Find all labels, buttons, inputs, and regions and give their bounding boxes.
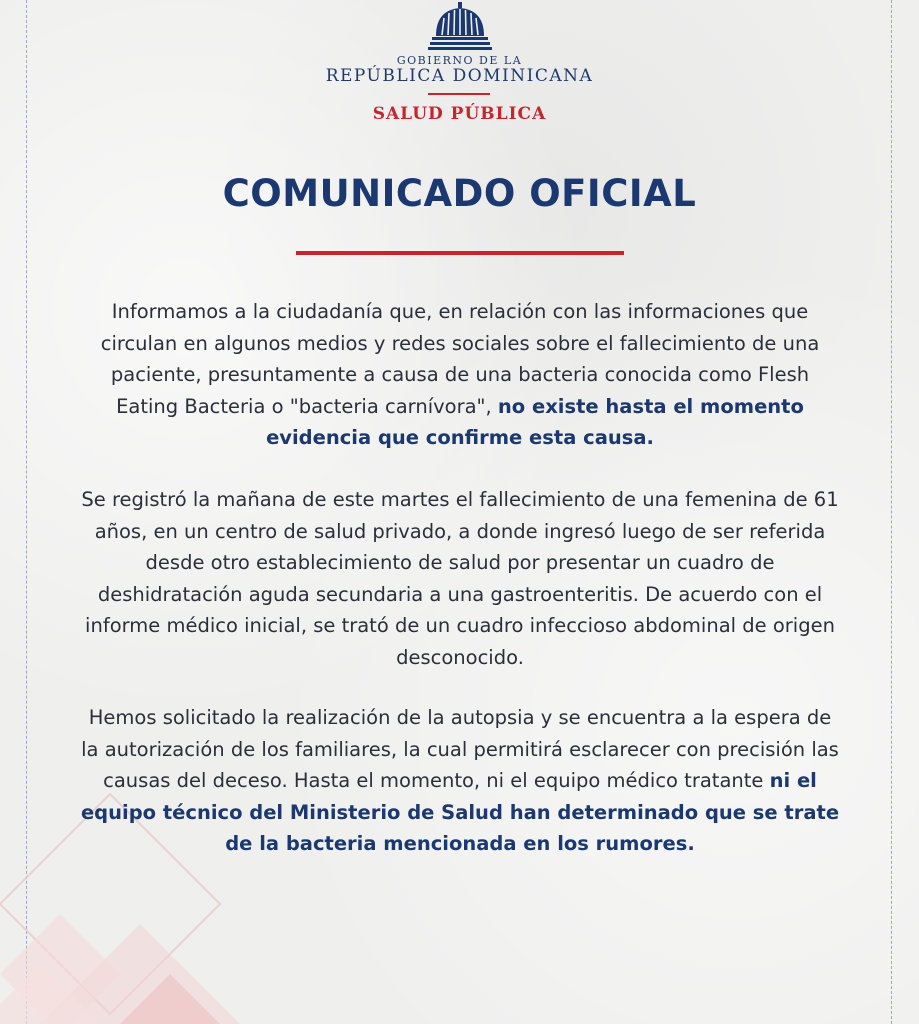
paragraph-3-text: Hemos solicitado la realización de la autopsia y se encuentra a la espera de la autorización de los familiares, la cual permitirá esclarecer con precisión las causas del deceso. Hasta el momento, ni el equipo médico tratante	[81, 706, 839, 792]
government-dome-logo	[428, 2, 492, 50]
paragraph-1-text: Informamos a la ciudadanía que, en relación con las informaciones que circulan en algunos medios y redes sociales sobre el fallecimiento de una paciente, presuntamente a causa de una bacteria conocida como Flesh Eating Bacteria o "bacteria carnívora",	[100, 300, 820, 418]
government-line: GOBIERNO DE LA	[396, 54, 523, 67]
right-dashed-border	[891, 0, 892, 1024]
paragraph-1	[80, 296, 840, 454]
paragraph-1-emphasis: no existe hasta el momento evidencia que confirme esta causa.	[266, 394, 804, 449]
title-underline	[296, 251, 624, 255]
paragraph-2	[80, 484, 840, 673]
ministry-name: SALUD PÚBLICA	[372, 104, 547, 124]
page-title: COMUNICADO OFICIAL	[222, 172, 697, 215]
paragraph-3	[80, 702, 840, 860]
paragraph-3-emphasis: ni el equipo técnico del Ministerio de Salud han determinado que se trate de la bacteria mencionada en los rumores.	[80, 769, 840, 855]
republic-name: REPÚBLICA DOMINICANA	[325, 66, 594, 86]
paragraph-2-text: Se registró la mañana de este martes el fallecimiento de una femenina de 61 años, en un centro de salud privado, a donde ingresó luego de ser referida desde otro establecimiento de salud por presentar un cuadro de deshidratación aguda secundaria a una gastroenteritis. De acuerdo con el informe médico inicial, se trató de un cuadro infeccioso abdominal de origen desconocido.	[81, 488, 839, 669]
header-divider	[428, 93, 490, 95]
